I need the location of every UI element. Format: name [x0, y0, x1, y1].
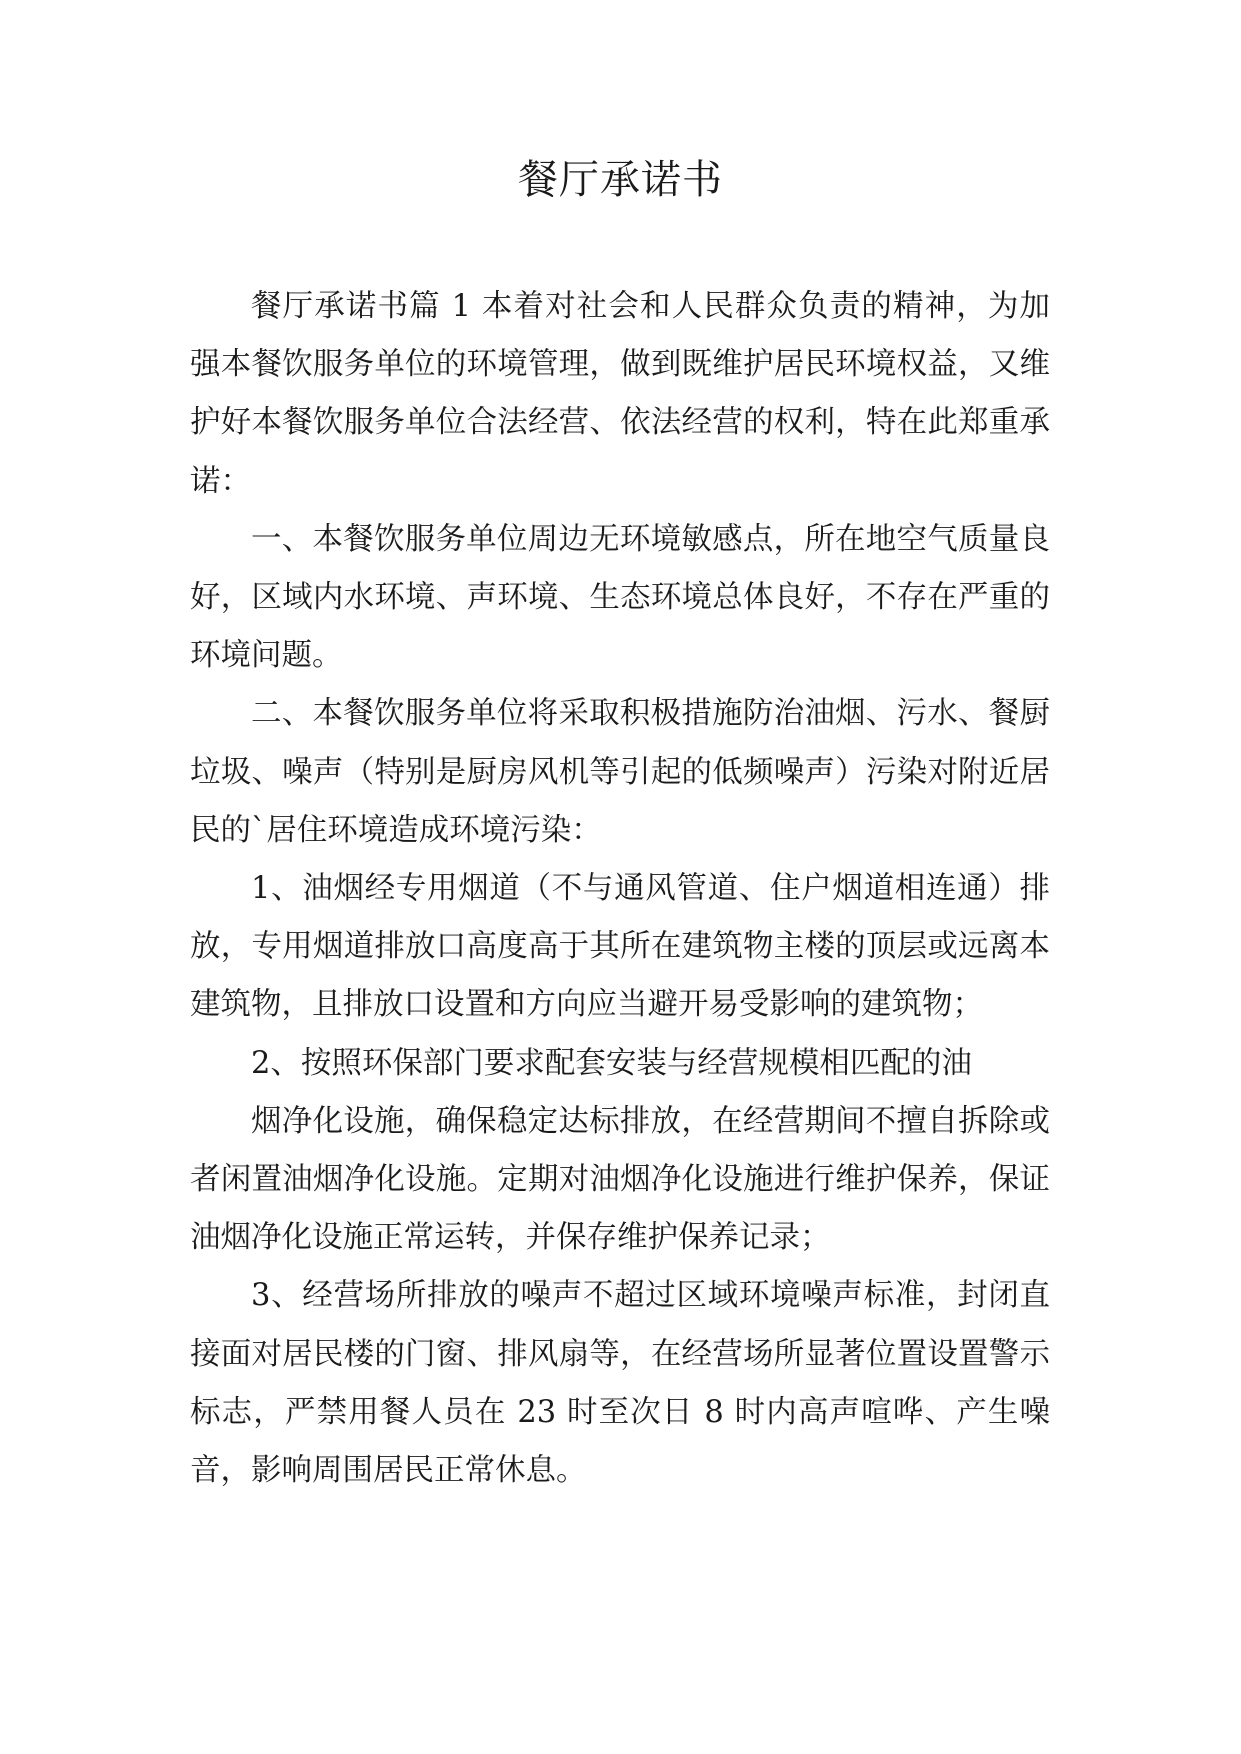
paragraph-intro: 餐厅承诺书篇 1 本着对社会和人民群众负责的精神，为加强本餐饮服务单位的环境管理，做到既维护居民环境权益，又维护好本餐饮服务单位合法经营、依法经营的权利，特在此郑重承诺： — [190, 289, 1050, 499]
paragraph-item-2: 二、本餐饮服务单位将采取积极措施防治油烟、污水、餐厨垃圾、噪声（特别是厨房风机等引起的低频噪声）污染对附近居民的`居住环境造成环境污染： — [190, 696, 1050, 848]
paragraph-item-1: 一、本餐饮服务单位周边无环境敏感点，所在地空气质量良好，区域内水环境、声环境、生态环境总体良好，不存在严重的环境问题。 — [190, 521, 1050, 674]
document-title: 餐厅承诺书 — [518, 157, 723, 203]
document-body — [190, 278, 1050, 1500]
paragraph-subitem-3: 3、经营场所排放的噪声不超过区域环境噪声标准，封闭直接面对居民楼的门窗、排风扇等，在经营场所显著位置设置警示标志，严禁用餐人员在 23 时至次日 8 时内高声喧哗、产生噪音，影响周围居民正常休息。 — [190, 1278, 1050, 1489]
paragraph-subitem-2-continued: 烟净化设施，确保稳定达标排放，在经营期间不擅自拆除或者闲置油烟净化设施。定期对油烟净化设施进行维护保养，保证油烟净化设施正常运转，并保存维护保养记录； — [190, 1103, 1050, 1256]
paragraph-subitem-1: 1、油烟经专用烟道（不与通风管道、住户烟道相连通）排放，专用烟道排放口高度高于其所在建筑物主楼的顶层或远离本建筑物，且排放口设置和方向应当避开易受影响的建筑物； — [190, 871, 1050, 1023]
paragraph-subitem-2: 2、按照环保部门要求配套安装与经营规模相匹配的油 — [251, 1045, 972, 1081]
